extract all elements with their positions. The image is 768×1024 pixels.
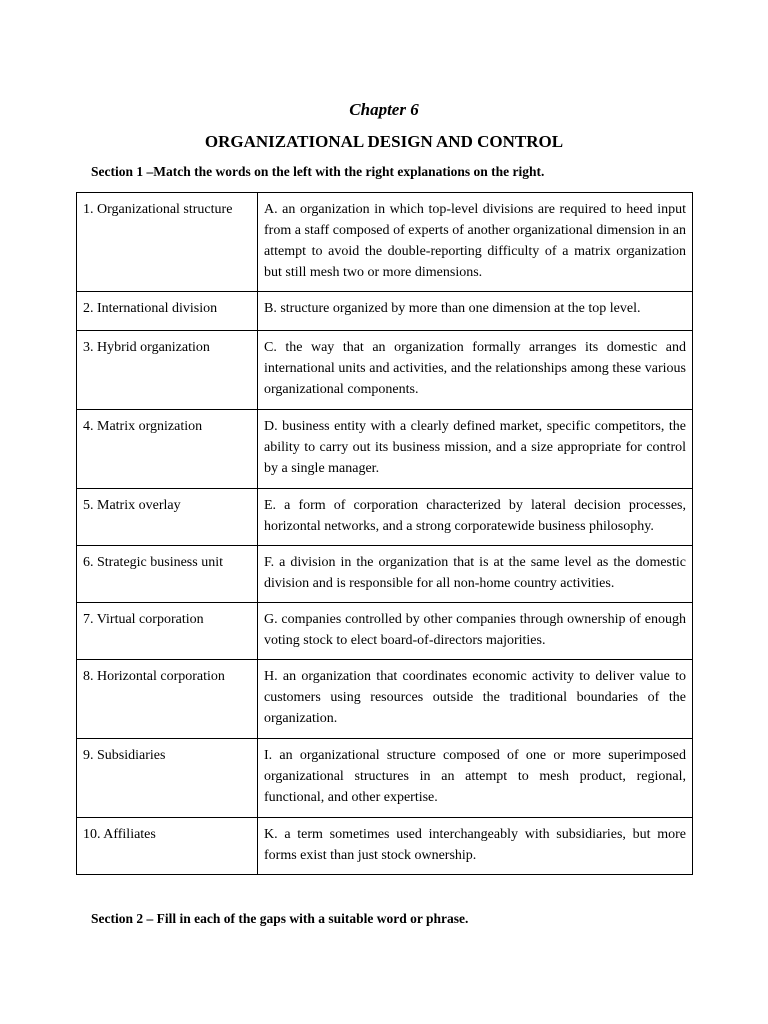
definition-cell: F. a division in the organization that is at the same level as the domestic division and is responsible for all non-home country activities.	[258, 546, 693, 603]
table-row	[77, 739, 693, 818]
term-cell: 4. Matrix orgnization	[77, 410, 258, 489]
table-row	[77, 546, 693, 603]
table-row	[77, 603, 693, 660]
definition-cell: E. a form of corporation characterized by lateral decision processes, horizontal networks, and a strong corporatewide business philosophy.	[258, 489, 693, 546]
term-cell: 5. Matrix overlay	[77, 489, 258, 546]
table-row	[77, 331, 693, 410]
section-2-heading: Section 2 – Fill in each of the gaps with a suitable word or phrase.	[91, 911, 469, 926]
table-row	[77, 489, 693, 546]
matching-table	[76, 192, 693, 875]
term-cell: 3. Hybrid organization	[77, 331, 258, 410]
definition-cell: K. a term sometimes used interchangeably with subsidiaries, but more forms exist than just stock ownership.	[258, 818, 693, 875]
section-1-heading: Section 1 –Match the words on the left with the right explanations on the right.	[91, 164, 545, 179]
term-cell: 7. Virtual corporation	[77, 603, 258, 660]
term-cell: 2. International division	[77, 292, 258, 331]
table-row	[77, 660, 693, 739]
term-cell: 10. Affiliates	[77, 818, 258, 875]
term-cell: 6. Strategic business unit	[77, 546, 258, 603]
table-row	[77, 292, 693, 331]
term-cell: 8. Horizontal corporation	[77, 660, 258, 739]
definition-cell: B. structure organized by more than one dimension at the top level.	[258, 292, 693, 331]
table-row	[77, 410, 693, 489]
definition-cell: C. the way that an organization formally arranges its domestic and international units and activities, and the relationships among these various organizational components.	[258, 331, 693, 410]
chapter-label: Chapter 6	[349, 100, 419, 119]
table-row	[77, 818, 693, 875]
definition-cell: H. an organization that coordinates economic activity to deliver value to customers using resources outside the traditional boundaries of the organization.	[258, 660, 693, 739]
definition-cell: G. companies controlled by other companies through ownership of enough voting stock to elect board-of-directors majorities.	[258, 603, 693, 660]
definition-cell: D. business entity with a clearly defined market, specific competitors, the ability to carry out its business mission, and a size appropriate for control by a single manager.	[258, 410, 693, 489]
table-row	[77, 193, 693, 292]
term-cell: 9. Subsidiaries	[77, 739, 258, 818]
term-cell: 1. Organizational structure	[77, 193, 258, 292]
definition-cell: I. an organizational structure composed of one or more superimposed organizational structures in an attempt to mesh product, regional, functional, and other expertise.	[258, 739, 693, 818]
definition-cell: A. an organization in which top-level divisions are required to heed input from a staff composed of experts of another organizational dimension in an attempt to avoid the double-reporting difficulty of a matrix organization but still mesh two or more dimensions.	[258, 193, 693, 292]
page-title: ORGANIZATIONAL DESIGN AND CONTROL	[204, 132, 564, 151]
